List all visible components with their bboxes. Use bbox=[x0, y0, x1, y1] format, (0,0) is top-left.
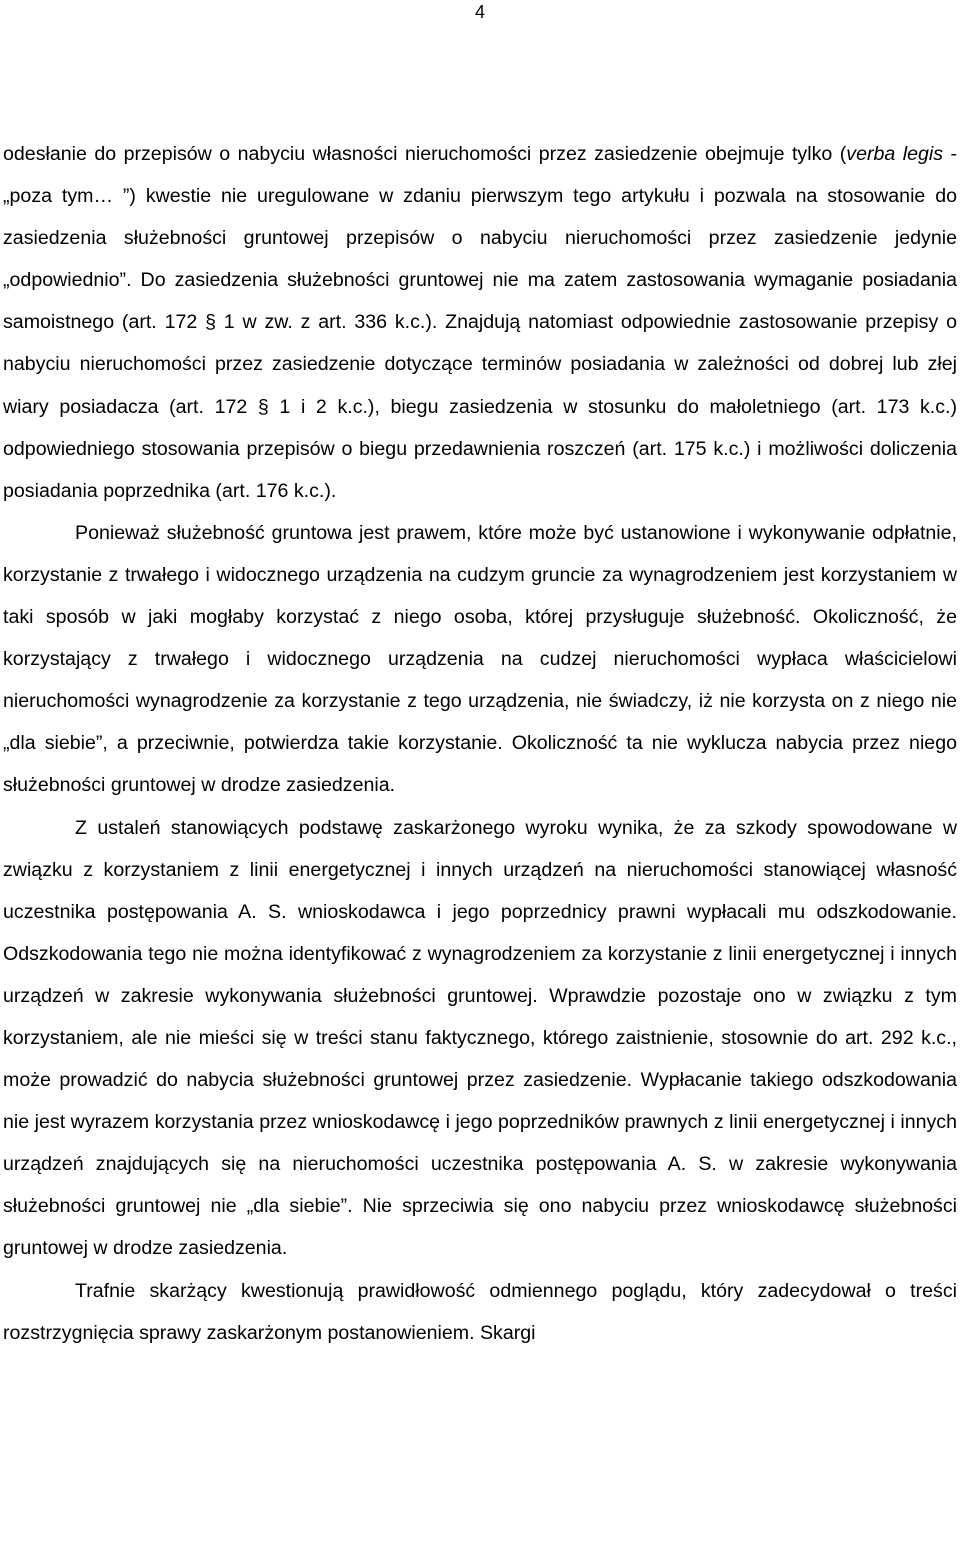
paragraph-2: Ponieważ służebność gruntowa jest prawem, które może być ustanowione i wykonywanie odpłatnie, korzystanie z trwałego i widocznego urządzenia na cudzym gruncie za wynagrodzeniem jest korzystaniem w taki sposób w jaki mogłaby korzystać z niego osoba, której przysługuje służebność. Okoliczność, że korzystający z trwałego i widocznego urządzenia na cudzej nieruchomości wypłaca właścicielowi nieruchomości wynagrodzenie za korzystanie z tego urządzenia, nie świadczy, iż nie korzysta on z niego nie „dla siebie”, a przeciwnie, potwierdza takie korzystanie. Okoliczność ta nie wyklucza nabycia przez niego służebności gruntowej w drodze zasiedzenia. bbox=[3, 521, 957, 797]
paragraph-3: Z ustaleń stanowiących podstawę zaskarżonego wyroku wynika, że za szkody spowodowane w związku z korzystaniem z linii energetycznej i innych urządzeń na nieruchomości stanowiącej własność uczestnika postępowania A. S. wnioskodawca i jego poprzednicy prawni wypłacali mu odszkodowanie. Odszkodowania tego nie można identyfikować z wynagrodzeniem za korzystanie z linii energetycznej i innych urządzeń w zakresie wykonywania służebności gruntowej. Wprawdzie pozostaje ono w związku z tym korzystaniem, ale nie mieści się w treści stanu faktycznego, którego zaistnienie, stosownie do art. 292 k.c., może prowadzić do nabycia służebności gruntowej przez zasiedzenie. Wypłacanie takiego odszkodowania nie jest wyrazem korzystania przez wnioskodawcę i jego poprzedników prawnych z linii energetycznej i innych urządzeń znajdujących się na nieruchomości uczestnika postępowania A. S. w zakresie wykonywania służebności gruntowej nie „dla siebie”. Nie sprzeciwia się ono nabyciu przez wnioskodawcę służebności gruntowej w drodze zasiedzenia. bbox=[3, 816, 957, 1260]
paragraph-1-text-start: odesłanie do przepisów o nabyciu własności nieruchomości przez zasiedzenie obejmuje tylko ( bbox=[3, 143, 847, 165]
paragraph-4: Trafnie skarżący kwestionują prawidłowość odmiennego poglądu, który zadecydował o treści rozstrzygnięcia sprawy zaskarżonym postanowieniem. Skargi bbox=[3, 1279, 957, 1344]
document-body bbox=[3, 133, 957, 1354]
paragraph-1-latin-phrase: verba legis bbox=[846, 143, 944, 165]
paragraph-1-text-end: - „poza tym… ”) kwestie nie uregulowane w zdaniu pierwszym tego artykułu i pozwala na stosowanie do zasiedzenia służebności gruntowej przepisów o nabyciu nieruchomości przez zasiedzenie jedynie „odpowiednio”. Do zasiedzenia służebności gruntowej nie ma zatem zastosowania wymaganie posiadania samoistnego (art. 172 § 1 w zw. z art. 336 k.c.). Znajdują natomiast odpowiednie zastosowanie przepisy o nabyciu nieruchomości przez zasiedzenie dotyczące terminów posiadania w zależności od dobrej lub złej wiary posiadacza (art. 172 § 1 i 2 k.c.), biegu zasiedzenia w stosunku do małoletniego (art. 173 k.c.) odpowiedniego stosowania przepisów o biegu przedawnienia roszczeń (art. 175 k.c.) i możliwości doliczenia posiadania poprzednika (art. 176 k.c.). bbox=[3, 143, 958, 502]
paragraph-1 bbox=[3, 133, 957, 512]
page-number: 4 bbox=[474, 2, 485, 22]
